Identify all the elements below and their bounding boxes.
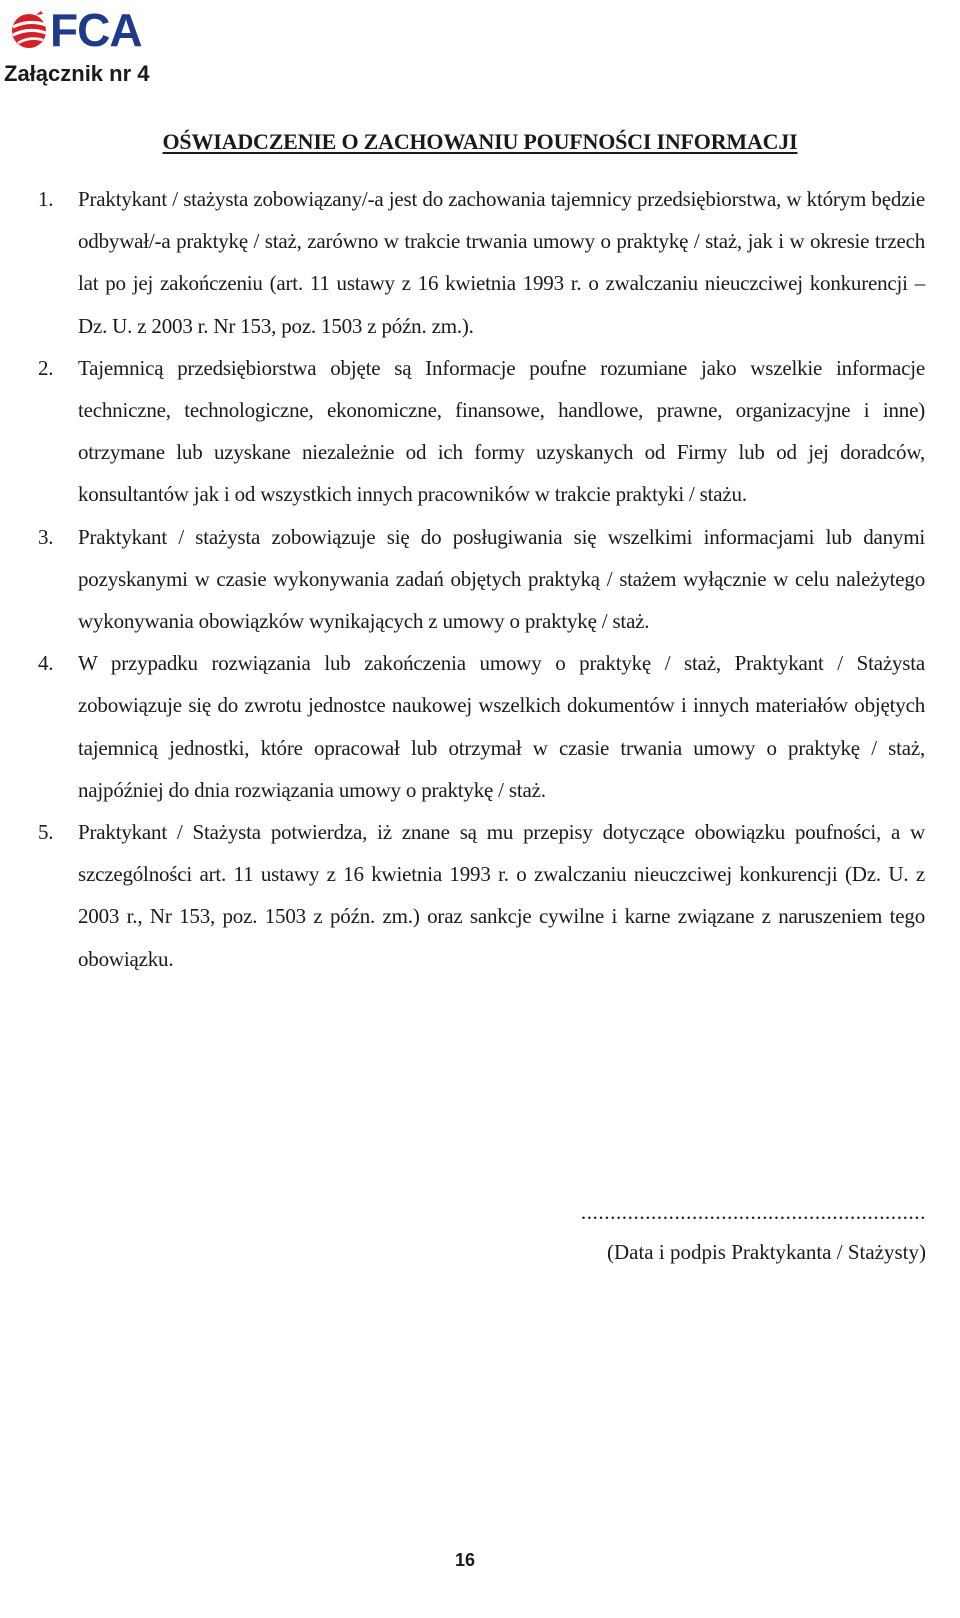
- clause-text: Praktykant / stażysta zobowiązany/-a jest do zachowania tajemnicy przedsiębiorstwa, w którym będzie odbywał/-a praktykę / staż, zarówno w trakcie trwania umowy o praktykę / staż, jak i w okresie trzech lat po jej zakończeniu (art. 11 ustawy z 16 kwietnia 1993 r. o zwalczaniu nieuczciwej konkurencji – Dz. U. z 2003 r. Nr 153, poz. 1503 z późn. zm.).: [78, 187, 925, 338]
- clause-2: [38, 347, 925, 516]
- annex-label: Załącznik nr 4: [4, 61, 150, 86]
- clause-text: Tajemnicą przedsiębiorstwa objęte są Informacje poufne rozumiane jako wszelkie informacje techniczne, technologiczne, ekonomiczne, finansowe, handlowe, prawne, organizacyjne i inne) otrzymane lub uzyskane niezależnie od ich formy uzyskanych od Firmy lub od jej doradców, konsultantów jak i od wszystkich innych pracowników w trakcie praktyki / stażu.: [78, 355, 925, 507]
- page-number: 16: [454, 1550, 476, 1570]
- fca-logo: [10, 4, 142, 56]
- signature-caption: (Data i podpis Praktykanta / Stażysty): [606, 1240, 926, 1264]
- clause-number: 3.: [38, 524, 54, 549]
- clause-5: [38, 811, 925, 980]
- logo-text: FCA: [50, 4, 142, 56]
- clause-1: [38, 178, 925, 347]
- document-title: [0, 128, 960, 156]
- signature-line: ...........................................................: [580, 1200, 926, 1224]
- clause-number: 4.: [38, 651, 54, 676]
- document-title-text: OŚWIADCZENIE O ZACHOWANIU POUFNOŚCI INFORMACJI: [162, 129, 798, 154]
- clause-3: [38, 516, 925, 643]
- clause-number: 1.: [38, 187, 54, 211]
- clause-4: [38, 642, 925, 811]
- clause-text: Praktykant / Stażysta potwierdza, iż znane są mu przepisy dotyczące obowiązku poufności, a w szczególności art. 11 ustawy z 16 kwietnia 1993 r. o zwalczaniu nieuczciwej konkurencji (Dz. U. z 2003 r., Nr 153, poz. 1503 z późn. zm.) oraz sankcje cywilne i karne związane z naruszeniem tego obowiązku.: [78, 820, 925, 971]
- clause-number: 5.: [38, 820, 54, 845]
- clause-text: Praktykant / stażysta zobowiązuje się do posługiwania się wszelkimi informacjami lub danymi pozyskanymi w czasie wykonywania zadań objętych praktyką / stażem wyłącznie w celu należytego wykonywania obowiązków wynikających z umowy o praktykę / staż.: [78, 524, 925, 634]
- clause-number: 2.: [38, 355, 54, 380]
- clause-text: W przypadku rozwiązania lub zakończenia umowy o praktykę / staż, Praktykant / Stażysta zobowiązuje się do zwrotu jednostce naukowej wszelkich dokumentów i innych materiałów objętych tajemnicą jednostki, które opracował lub otrzymał w czasie trwania umowy o praktykę / staż, najpóźniej do dnia rozwiązania umowy o praktykę / staż.: [78, 651, 925, 802]
- clause-list: [38, 178, 925, 980]
- red-sphere-mark-icon: [10, 10, 48, 50]
